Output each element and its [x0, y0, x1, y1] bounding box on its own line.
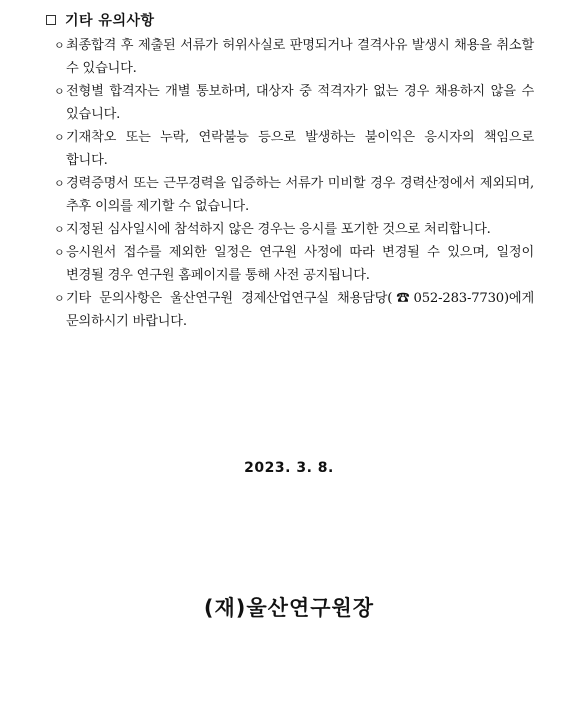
notice-text: 기재착오 또는 누락, 연락불능 등으로 발생하는 불이익은 응시자의 책임으로 합니다.	[66, 130, 534, 168]
notice-text: 최종합격 후 제출된 서류가 허위사실로 판명되거나 결격사유 발생시 채용을 취소할 수 있습니다.	[66, 38, 534, 76]
notice-item	[54, 172, 534, 218]
bullet-icon: ㅇ	[54, 292, 65, 305]
notice-text: 전형별 합격자는 개별 통보하며, 대상자 중 적격자가 없는 경우 채용하지 않을 수 있습니다.	[66, 84, 534, 122]
notice-item	[54, 126, 534, 172]
notice-text: 지정된 심사일시에 참석하지 않은 경우는 응시를 포기한 것으로 처리합니다.	[66, 222, 491, 237]
bullet-icon: ㅇ	[54, 246, 65, 259]
section-header	[46, 10, 155, 30]
checkbox-icon	[46, 15, 56, 25]
bullet-icon: ㅇ	[54, 177, 65, 190]
bullet-icon: ㅇ	[54, 39, 65, 52]
notice-item	[54, 80, 534, 126]
notice-item	[54, 287, 534, 333]
notice-text: 경력증명서 또는 근무경력을 입증하는 서류가 미비할 경우 경력산정에서 제외되며, 추후 이의를 제기할 수 없습니다.	[66, 176, 534, 214]
notice-list	[54, 34, 534, 333]
notice-item	[54, 34, 534, 80]
bullet-icon: ㅇ	[54, 131, 65, 144]
notice-text: 응시원서 접수를 제외한 일정은 연구원 사정에 따라 변경될 수 있으며, 일정이 변경될 경우 연구원 홈페이지를 통해 사전 공지됩니다.	[66, 245, 534, 283]
notice-item	[54, 241, 534, 287]
bullet-icon: ㅇ	[54, 223, 65, 236]
document-date: 2023. 3. 8.	[244, 460, 334, 476]
notice-text: 기타 문의사항은 울산연구원 경제산업연구실 채용담당(☎052-283-7730)에게 문의하시기 바랍니다.	[66, 291, 534, 329]
organization-signature: (재)울산연구원장	[203, 596, 375, 620]
bullet-icon: ㅇ	[54, 85, 65, 98]
section-title: 기타 유의사항	[65, 13, 155, 29]
notice-item	[54, 218, 534, 241]
